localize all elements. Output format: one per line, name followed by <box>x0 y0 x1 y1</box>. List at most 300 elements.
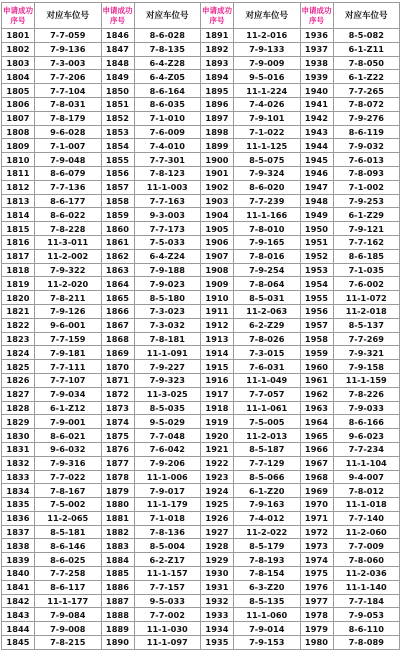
parking-slot-cell: 7-7-129 <box>234 456 301 470</box>
apply-number-cell: 1916 <box>201 373 234 387</box>
apply-number-cell: 1869 <box>101 346 134 360</box>
parking-slot-cell: 7-5-002 <box>35 498 102 512</box>
header-apply-no: 申请成功序号 <box>201 3 234 29</box>
apply-number-cell: 1853 <box>101 125 134 139</box>
table-row <box>2 332 400 346</box>
apply-number-cell: 1974 <box>300 553 333 567</box>
parking-slot-cell: 8-6-079 <box>35 166 102 180</box>
header-apply-no: 申请成功序号 <box>2 3 35 29</box>
parking-slot-cell: 7-8-010 <box>234 222 301 236</box>
apply-number-cell: 1935 <box>201 636 234 650</box>
apply-number-cell: 1861 <box>101 235 134 249</box>
apply-number-cell: 1823 <box>2 332 35 346</box>
parking-slot-cell: 6-2-Z17 <box>134 553 201 567</box>
parking-slot-cell: 7-8-228 <box>35 222 102 236</box>
apply-number-cell: 1838 <box>2 539 35 553</box>
parking-slot-cell: 7-8-167 <box>35 484 102 498</box>
apply-number-cell: 1932 <box>201 594 234 608</box>
apply-number-cell: 1820 <box>2 291 35 305</box>
parking-slot-cell: 8-6-164 <box>134 84 201 98</box>
parking-slot-cell: 7-6-009 <box>134 125 201 139</box>
apply-number-cell: 1950 <box>300 222 333 236</box>
parking-slot-cell: 11-1-049 <box>234 373 301 387</box>
parking-slot-cell: 7-8-123 <box>134 166 201 180</box>
apply-number-cell: 1945 <box>300 153 333 167</box>
parking-slot-cell: 7-9-206 <box>134 456 201 470</box>
parking-slot-cell: 9-3-003 <box>134 208 201 222</box>
apply-number-cell: 1829 <box>2 415 35 429</box>
table-row <box>2 525 400 539</box>
parking-slot-cell: 7-6-042 <box>134 442 201 456</box>
apply-number-cell: 1955 <box>300 291 333 305</box>
parking-slot-cell: 9-4-007 <box>333 470 400 484</box>
parking-slot-cell: 11-1-030 <box>134 622 201 636</box>
table-row <box>2 235 400 249</box>
apply-number-cell: 1897 <box>201 111 234 125</box>
apply-number-cell: 1848 <box>101 56 134 70</box>
table-row <box>2 180 400 194</box>
parking-slot-cell: 11-1-159 <box>333 373 400 387</box>
apply-number-cell: 1958 <box>300 332 333 346</box>
parking-slot-cell: 8-6-021 <box>35 429 102 443</box>
parking-slot-cell: 11-2-060 <box>333 525 400 539</box>
parking-slot-cell: 7-7-184 <box>333 594 400 608</box>
apply-number-cell: 1944 <box>300 139 333 153</box>
apply-number-cell: 1967 <box>300 456 333 470</box>
parking-slot-cell: 8-5-181 <box>35 525 102 539</box>
apply-number-cell: 1960 <box>300 360 333 374</box>
parking-slot-cell: 8-5-137 <box>333 318 400 332</box>
parking-slot-cell: 8-5-004 <box>134 539 201 553</box>
table-row <box>2 222 400 236</box>
table-row <box>2 277 400 291</box>
apply-number-cell: 1969 <box>300 484 333 498</box>
apply-number-cell: 1961 <box>300 373 333 387</box>
parking-slot-cell: 7-8-136 <box>134 525 201 539</box>
apply-number-cell: 1913 <box>201 332 234 346</box>
parking-slot-cell: 8-5-075 <box>234 153 301 167</box>
apply-number-cell: 1830 <box>2 429 35 443</box>
apply-number-cell: 1905 <box>201 222 234 236</box>
parking-slot-cell: 7-9-316 <box>35 456 102 470</box>
parking-slot-cell: 8-5-066 <box>234 470 301 484</box>
table-row <box>2 70 400 84</box>
parking-slot-cell: 6-1-Z20 <box>234 484 301 498</box>
apply-number-cell: 1819 <box>2 277 35 291</box>
parking-slot-cell: 8-5-035 <box>134 401 201 415</box>
apply-number-cell: 1875 <box>101 429 134 443</box>
apply-number-cell: 1915 <box>201 360 234 374</box>
parking-slot-cell: 7-7-265 <box>333 84 400 98</box>
apply-number-cell: 1808 <box>2 125 35 139</box>
parking-slot-cell: 8-6-025 <box>35 553 102 567</box>
parking-slot-cell: 9-6-023 <box>333 429 400 443</box>
table-row <box>2 580 400 594</box>
apply-number-cell: 1815 <box>2 222 35 236</box>
parking-slot-cell: 7-7-206 <box>35 70 102 84</box>
apply-number-cell: 1826 <box>2 373 35 387</box>
apply-number-cell: 1864 <box>101 277 134 291</box>
parking-slot-cell: 11-2-065 <box>35 511 102 525</box>
parking-slot-cell: 7-7-140 <box>333 511 400 525</box>
table-row <box>2 360 400 374</box>
header-slot-no: 对应车位号 <box>234 3 301 29</box>
apply-number-cell: 1957 <box>300 318 333 332</box>
parking-slot-cell: 7-9-322 <box>35 263 102 277</box>
apply-number-cell: 1928 <box>201 539 234 553</box>
table-body <box>2 29 400 650</box>
parking-slot-cell: 7-9-001 <box>35 415 102 429</box>
apply-number-cell: 1846 <box>101 29 134 43</box>
apply-number-cell: 1872 <box>101 387 134 401</box>
parking-slot-cell: 7-1-022 <box>234 125 301 139</box>
parking-slot-cell: 8-6-035 <box>134 97 201 111</box>
apply-number-cell: 1911 <box>201 304 234 318</box>
apply-number-cell: 1895 <box>201 84 234 98</box>
table-row <box>2 567 400 581</box>
apply-number-cell: 1977 <box>300 594 333 608</box>
apply-number-cell: 1809 <box>2 139 35 153</box>
parking-allocation-table <box>1 2 400 650</box>
apply-number-cell: 1920 <box>201 429 234 443</box>
table-row <box>2 291 400 305</box>
parking-slot-cell: 7-5-033 <box>134 235 201 249</box>
parking-slot-cell: 7-9-227 <box>134 360 201 374</box>
apply-number-cell: 1837 <box>2 525 35 539</box>
parking-slot-cell: 7-7-269 <box>333 332 400 346</box>
table-row <box>2 553 400 567</box>
table-row <box>2 484 400 498</box>
table-row <box>2 622 400 636</box>
parking-slot-cell: 11-1-072 <box>333 291 400 305</box>
apply-number-cell: 1850 <box>101 84 134 98</box>
table-row <box>2 511 400 525</box>
parking-slot-cell: 7-7-059 <box>35 29 102 43</box>
apply-number-cell: 1971 <box>300 511 333 525</box>
apply-number-cell: 1933 <box>201 608 234 622</box>
parking-slot-cell: 7-8-072 <box>333 97 400 111</box>
table-row <box>2 42 400 56</box>
parking-slot-cell: 7-9-158 <box>333 360 400 374</box>
apply-number-cell: 1923 <box>201 470 234 484</box>
table-row <box>2 456 400 470</box>
apply-number-cell: 1866 <box>101 304 134 318</box>
table-row <box>2 125 400 139</box>
apply-number-cell: 1821 <box>2 304 35 318</box>
table-row <box>2 56 400 70</box>
parking-slot-cell: 8-6-110 <box>333 622 400 636</box>
parking-slot-cell: 9-5-033 <box>134 594 201 608</box>
parking-slot-cell: 9-5-016 <box>234 70 301 84</box>
apply-number-cell: 1843 <box>2 608 35 622</box>
table-row <box>2 208 400 222</box>
apply-number-cell: 1832 <box>2 456 35 470</box>
apply-number-cell: 1816 <box>2 235 35 249</box>
parking-slot-cell: 7-9-017 <box>134 484 201 498</box>
apply-number-cell: 1901 <box>201 166 234 180</box>
apply-number-cell: 1881 <box>101 511 134 525</box>
apply-number-cell: 1852 <box>101 111 134 125</box>
apply-number-cell: 1892 <box>201 42 234 56</box>
parking-slot-cell: 7-7-104 <box>35 84 102 98</box>
table-row <box>2 29 400 43</box>
parking-slot-cell: 11-2-020 <box>35 277 102 291</box>
apply-number-cell: 1972 <box>300 525 333 539</box>
parking-slot-cell: 7-9-101 <box>234 111 301 125</box>
apply-number-cell: 1887 <box>101 594 134 608</box>
apply-number-cell: 1842 <box>2 594 35 608</box>
apply-number-cell: 1883 <box>101 539 134 553</box>
parking-slot-cell: 7-7-239 <box>234 194 301 208</box>
table-row <box>2 346 400 360</box>
parking-slot-cell: 11-1-060 <box>234 608 301 622</box>
apply-number-cell: 1834 <box>2 484 35 498</box>
parking-slot-cell: 7-1-002 <box>333 180 400 194</box>
parking-slot-cell: 11-1-097 <box>134 636 201 650</box>
apply-number-cell: 1919 <box>201 415 234 429</box>
parking-slot-cell: 11-1-177 <box>35 594 102 608</box>
parking-slot-cell: 11-1-061 <box>234 401 301 415</box>
parking-slot-cell: 7-8-193 <box>234 553 301 567</box>
parking-slot-cell: 11-2-018 <box>333 304 400 318</box>
apply-number-cell: 1870 <box>101 360 134 374</box>
parking-slot-cell: 7-8-050 <box>333 56 400 70</box>
apply-number-cell: 1831 <box>2 442 35 456</box>
apply-number-cell: 1938 <box>300 56 333 70</box>
apply-number-cell: 1803 <box>2 56 35 70</box>
apply-number-cell: 1964 <box>300 415 333 429</box>
parking-slot-cell: 8-6-119 <box>333 125 400 139</box>
apply-number-cell: 1908 <box>201 263 234 277</box>
parking-slot-cell: 7-1-007 <box>35 139 102 153</box>
parking-slot-cell: 7-8-064 <box>234 277 301 291</box>
apply-number-cell: 1889 <box>101 622 134 636</box>
apply-number-cell: 1893 <box>201 56 234 70</box>
apply-number-cell: 1807 <box>2 111 35 125</box>
table-row <box>2 194 400 208</box>
table-row <box>2 498 400 512</box>
parking-slot-cell: 11-2-016 <box>234 29 301 43</box>
parking-slot-cell: 7-8-154 <box>234 567 301 581</box>
apply-number-cell: 1814 <box>2 208 35 222</box>
apply-number-cell: 1849 <box>101 70 134 84</box>
apply-number-cell: 1943 <box>300 125 333 139</box>
header-slot-no: 对应车位号 <box>35 3 102 29</box>
parking-slot-cell: 11-2-013 <box>234 429 301 443</box>
apply-number-cell: 1934 <box>201 622 234 636</box>
apply-number-cell: 1910 <box>201 291 234 305</box>
parking-slot-cell: 7-9-084 <box>35 608 102 622</box>
parking-slot-cell: 7-9-254 <box>234 263 301 277</box>
apply-number-cell: 1914 <box>201 346 234 360</box>
apply-number-cell: 1899 <box>201 139 234 153</box>
apply-number-cell: 1917 <box>201 387 234 401</box>
table-row <box>2 111 400 125</box>
apply-number-cell: 1902 <box>201 180 234 194</box>
header-slot-no: 对应车位号 <box>134 3 201 29</box>
parking-slot-cell: 8-5-179 <box>234 539 301 553</box>
parking-slot-cell: 11-2-022 <box>234 525 301 539</box>
apply-number-cell: 1812 <box>2 180 35 194</box>
apply-number-cell: 1965 <box>300 429 333 443</box>
apply-number-cell: 1822 <box>2 318 35 332</box>
apply-number-cell: 1962 <box>300 387 333 401</box>
table-row <box>2 318 400 332</box>
header-apply-no: 申请成功序号 <box>300 3 333 29</box>
table-row <box>2 139 400 153</box>
parking-slot-cell: 6-1-Z22 <box>333 70 400 84</box>
parking-slot-cell: 7-9-188 <box>134 263 201 277</box>
parking-slot-cell: 7-9-253 <box>333 194 400 208</box>
apply-number-cell: 1959 <box>300 346 333 360</box>
parking-slot-cell: 8-6-146 <box>35 539 102 553</box>
apply-number-cell: 1942 <box>300 111 333 125</box>
parking-slot-cell: 11-2-036 <box>333 567 400 581</box>
apply-number-cell: 1966 <box>300 442 333 456</box>
apply-number-cell: 1924 <box>201 484 234 498</box>
parking-slot-cell: 11-1-006 <box>134 470 201 484</box>
parking-slot-cell: 7-8-135 <box>134 42 201 56</box>
apply-number-cell: 1884 <box>101 553 134 567</box>
parking-slot-cell: 7-9-126 <box>35 304 102 318</box>
apply-number-cell: 1876 <box>101 442 134 456</box>
parking-slot-cell: 7-7-234 <box>333 442 400 456</box>
apply-number-cell: 1926 <box>201 511 234 525</box>
parking-slot-cell: 7-7-022 <box>35 470 102 484</box>
parking-slot-cell: 7-4-026 <box>234 97 301 111</box>
apply-number-cell: 1806 <box>2 97 35 111</box>
header-row <box>2 3 400 29</box>
apply-number-cell: 1879 <box>101 484 134 498</box>
parking-slot-cell: 7-3-032 <box>134 318 201 332</box>
table-row <box>2 636 400 650</box>
table-row <box>2 153 400 167</box>
apply-number-cell: 1949 <box>300 208 333 222</box>
parking-slot-cell: 7-9-153 <box>234 636 301 650</box>
apply-number-cell: 1931 <box>201 580 234 594</box>
parking-slot-cell: 7-9-053 <box>333 608 400 622</box>
parking-slot-cell: 8-6-117 <box>35 580 102 594</box>
parking-slot-cell: 7-9-033 <box>333 401 400 415</box>
apply-number-cell: 1833 <box>2 470 35 484</box>
parking-slot-cell: 7-8-012 <box>333 484 400 498</box>
parking-slot-cell: 11-1-018 <box>333 498 400 512</box>
parking-slot-cell: 7-9-276 <box>333 111 400 125</box>
apply-number-cell: 1863 <box>101 263 134 277</box>
parking-slot-cell: 6-1-Z11 <box>333 42 400 56</box>
apply-number-cell: 1947 <box>300 180 333 194</box>
parking-slot-cell: 11-1-166 <box>234 208 301 222</box>
parking-slot-cell: 7-8-215 <box>35 636 102 650</box>
apply-number-cell: 1907 <box>201 249 234 263</box>
parking-slot-cell: 7-4-012 <box>234 511 301 525</box>
apply-number-cell: 1973 <box>300 539 333 553</box>
apply-number-cell: 1847 <box>101 42 134 56</box>
apply-number-cell: 1862 <box>101 249 134 263</box>
apply-number-cell: 1868 <box>101 332 134 346</box>
apply-number-cell: 1886 <box>101 580 134 594</box>
table-row <box>2 373 400 387</box>
apply-number-cell: 1912 <box>201 318 234 332</box>
parking-slot-cell: 11-1-003 <box>134 180 201 194</box>
apply-number-cell: 1918 <box>201 401 234 415</box>
parking-slot-cell: 11-3-025 <box>134 387 201 401</box>
apply-number-cell: 1975 <box>300 567 333 581</box>
apply-number-cell: 1801 <box>2 29 35 43</box>
apply-number-cell: 1845 <box>2 636 35 650</box>
parking-slot-cell: 6-4-Z28 <box>134 56 201 70</box>
parking-slot-cell: 7-9-008 <box>35 622 102 636</box>
parking-slot-cell: 8-5-187 <box>234 442 301 456</box>
parking-slot-cell: 7-8-060 <box>333 553 400 567</box>
parking-slot-cell: 6-4-Z05 <box>134 70 201 84</box>
table-row <box>2 166 400 180</box>
apply-number-cell: 1840 <box>2 567 35 581</box>
apply-number-cell: 1839 <box>2 553 35 567</box>
apply-number-cell: 1877 <box>101 456 134 470</box>
table-row <box>2 539 400 553</box>
apply-number-cell: 1880 <box>101 498 134 512</box>
parking-slot-cell: 7-8-026 <box>234 332 301 346</box>
parking-slot-cell: 7-9-034 <box>35 387 102 401</box>
apply-number-cell: 1978 <box>300 608 333 622</box>
apply-number-cell: 1844 <box>2 622 35 636</box>
table-row <box>2 249 400 263</box>
apply-number-cell: 1827 <box>2 387 35 401</box>
parking-slot-cell: 7-7-048 <box>134 429 201 443</box>
table-row <box>2 594 400 608</box>
apply-number-cell: 1856 <box>101 166 134 180</box>
parking-slot-cell: 8-5-135 <box>234 594 301 608</box>
parking-slot-cell: 6-3-Z20 <box>234 580 301 594</box>
parking-slot-cell: 11-2-063 <box>234 304 301 318</box>
parking-slot-cell: 7-8-031 <box>35 97 102 111</box>
apply-number-cell: 1906 <box>201 235 234 249</box>
apply-number-cell: 1824 <box>2 346 35 360</box>
parking-slot-cell: 7-3-023 <box>134 304 201 318</box>
parking-slot-cell: 9-5-029 <box>134 415 201 429</box>
parking-slot-cell: 11-1-125 <box>234 139 301 153</box>
parking-slot-cell: 7-9-121 <box>333 222 400 236</box>
apply-number-cell: 1874 <box>101 415 134 429</box>
apply-number-cell: 1970 <box>300 498 333 512</box>
apply-number-cell: 1953 <box>300 263 333 277</box>
apply-number-cell: 1903 <box>201 194 234 208</box>
parking-slot-cell: 11-1-157 <box>134 567 201 581</box>
parking-slot-cell: 7-9-023 <box>134 277 201 291</box>
parking-slot-cell: 7-7-111 <box>35 360 102 374</box>
parking-slot-cell: 9-6-001 <box>35 318 102 332</box>
table-row <box>2 401 400 415</box>
parking-slot-cell: 7-7-107 <box>35 373 102 387</box>
apply-number-cell: 1940 <box>300 84 333 98</box>
apply-number-cell: 1948 <box>300 194 333 208</box>
parking-slot-cell: 7-6-031 <box>234 360 301 374</box>
parking-slot-cell: 11-3-011 <box>35 235 102 249</box>
apply-number-cell: 1817 <box>2 249 35 263</box>
apply-number-cell: 1851 <box>101 97 134 111</box>
apply-number-cell: 1854 <box>101 139 134 153</box>
apply-number-cell: 1976 <box>300 580 333 594</box>
parking-slot-cell: 6-2-Z29 <box>234 318 301 332</box>
apply-number-cell: 1891 <box>201 29 234 43</box>
parking-slot-cell: 7-7-173 <box>134 222 201 236</box>
apply-number-cell: 1941 <box>300 97 333 111</box>
apply-number-cell: 1951 <box>300 235 333 249</box>
parking-slot-cell: 8-6-177 <box>35 194 102 208</box>
parking-slot-cell: 8-5-082 <box>333 29 400 43</box>
parking-slot-cell: 7-1-010 <box>134 111 201 125</box>
